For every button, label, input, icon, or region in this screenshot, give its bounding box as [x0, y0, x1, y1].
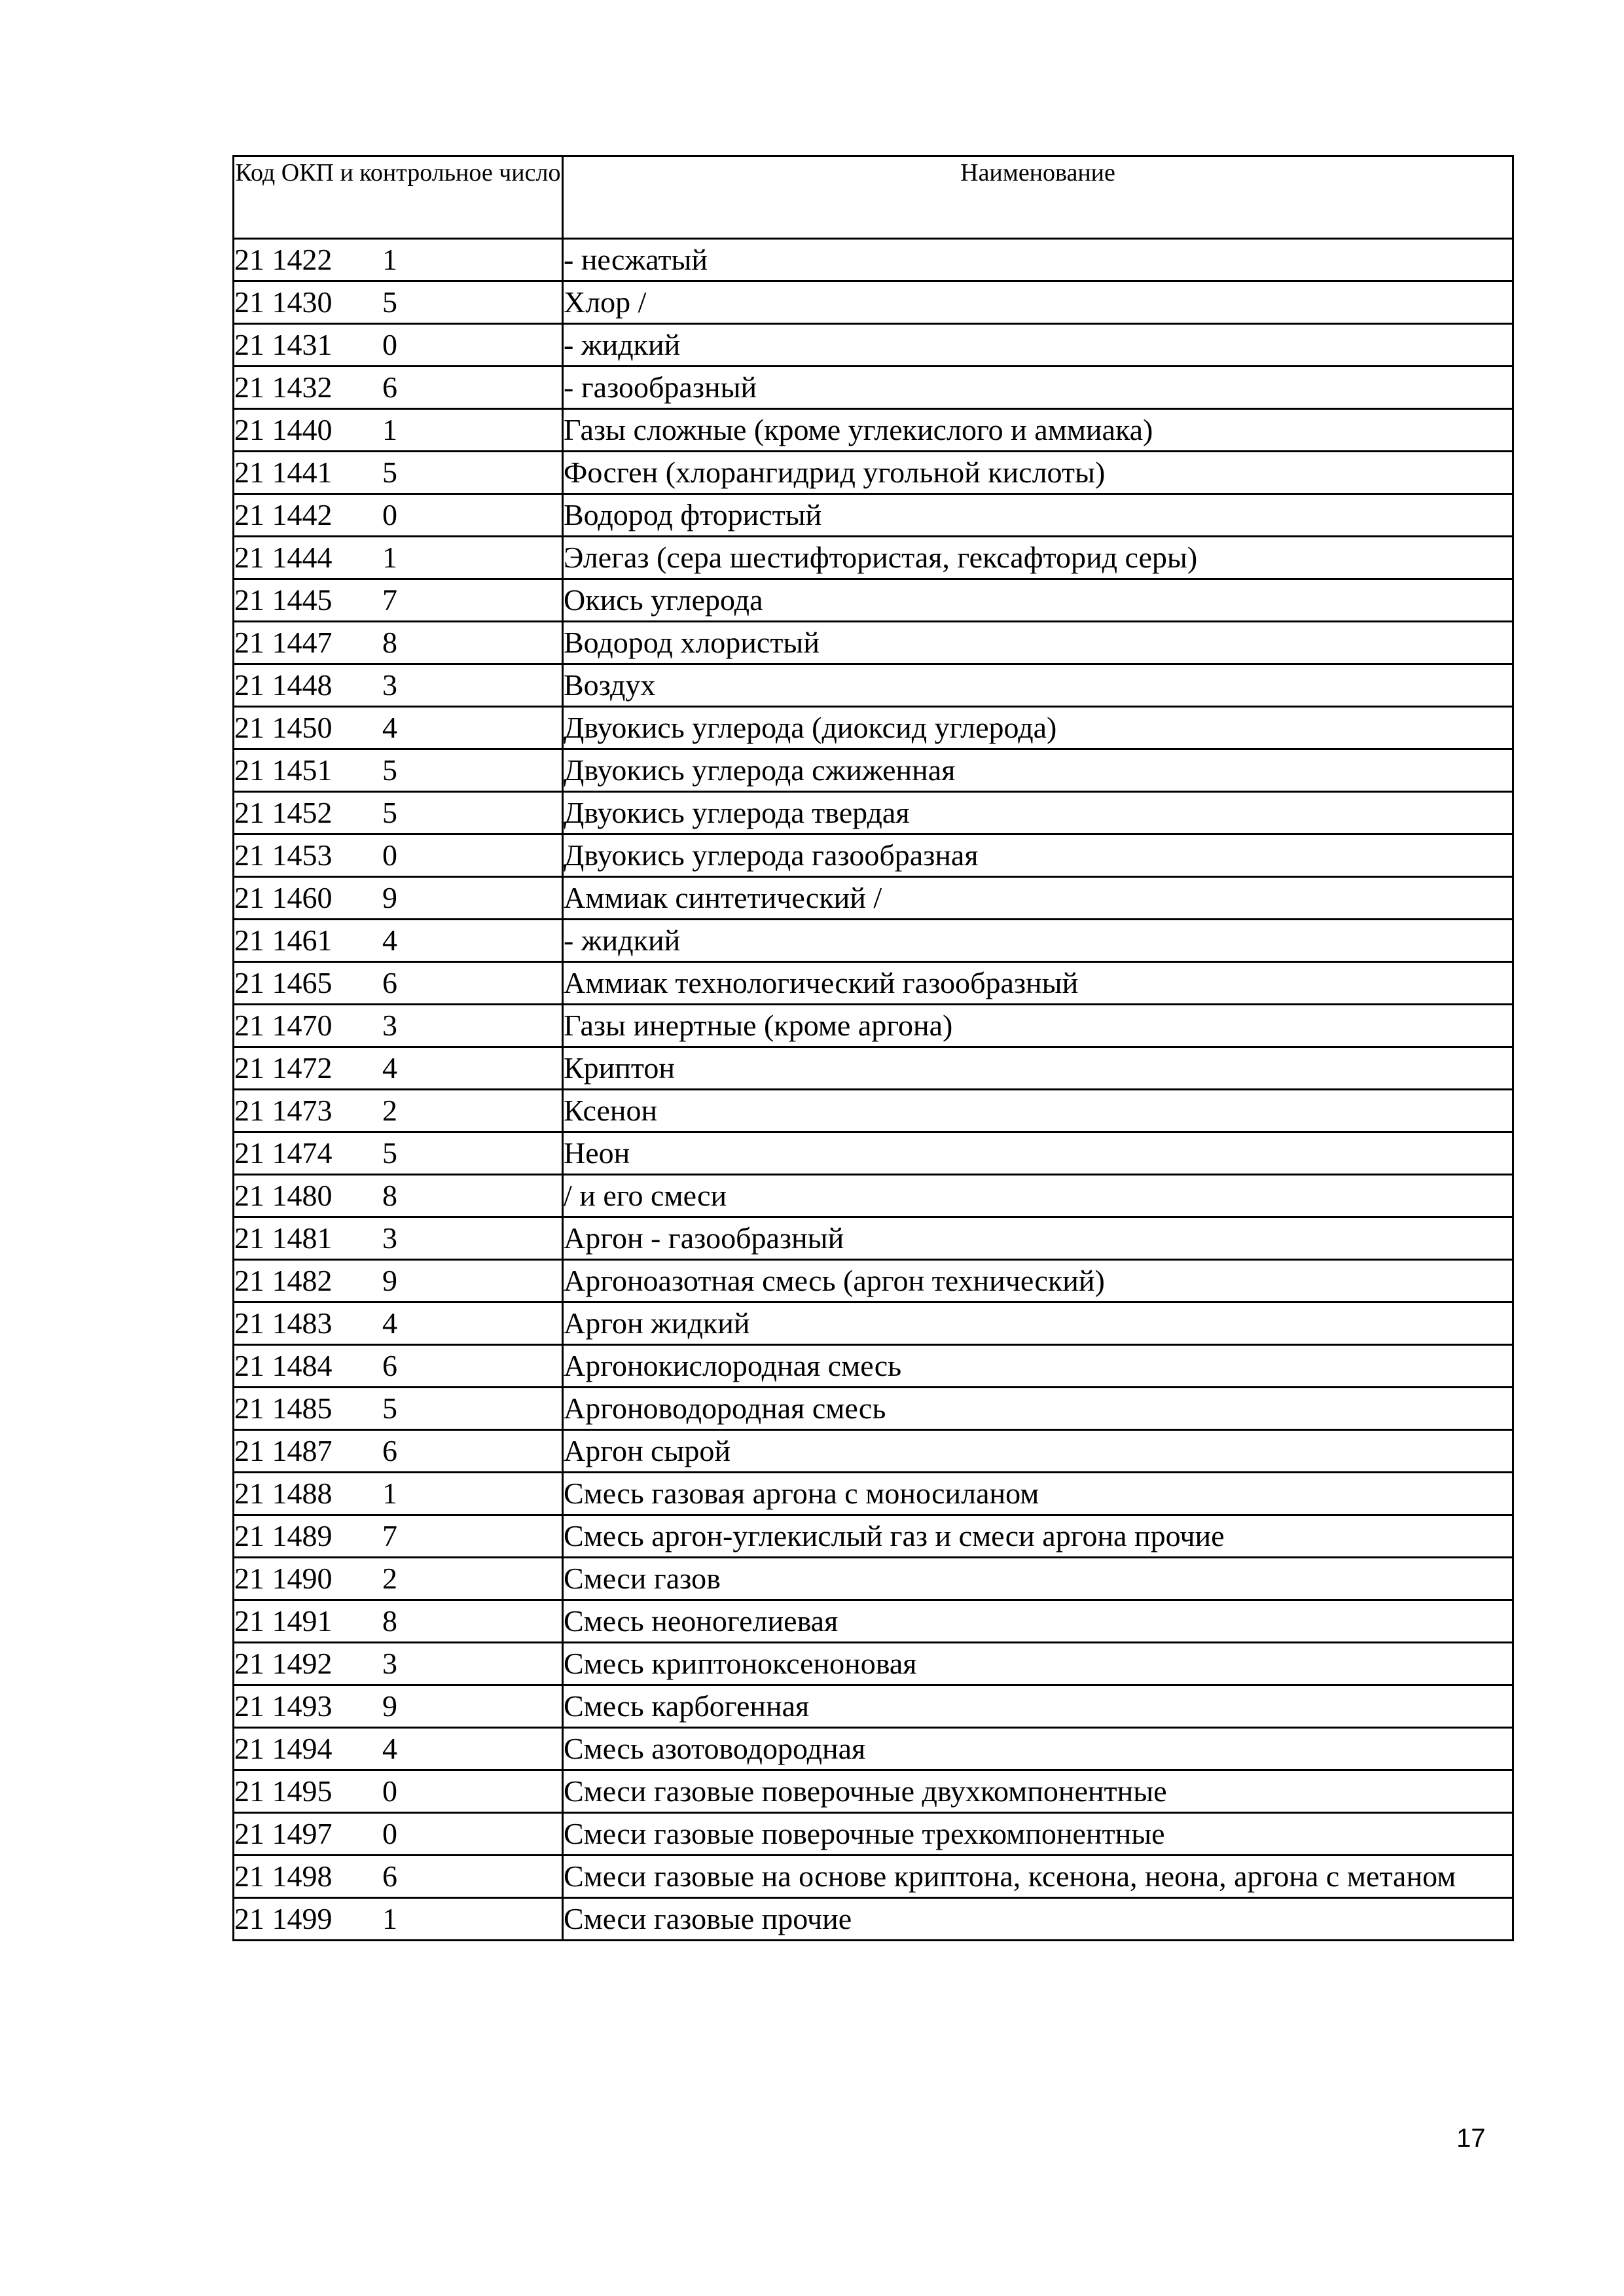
okp-code: 21 1465 [234, 966, 333, 999]
table-row [234, 1260, 1513, 1302]
check-number: 8 [382, 1604, 397, 1638]
okp-code-cell [234, 1898, 563, 1941]
okp-code: 21 1483 [234, 1306, 333, 1340]
item-name-cell: Аргон - газообразный [563, 1217, 1513, 1260]
okp-code: 21 1481 [234, 1221, 333, 1255]
check-number: 2 [382, 1094, 397, 1127]
item-name-cell: - несжатый [563, 239, 1513, 281]
table-body [234, 239, 1513, 1941]
okp-code-cell [234, 1005, 563, 1047]
check-number: 0 [382, 838, 397, 872]
check-number: 0 [382, 1817, 397, 1850]
item-name-cell: Смесь азотоводородная [563, 1728, 1513, 1770]
table-row [234, 962, 1513, 1005]
table-row [234, 920, 1513, 962]
check-number: 5 [382, 285, 397, 319]
okp-code: 21 1499 [234, 1902, 333, 1935]
okp-code-cell [234, 1132, 563, 1175]
okp-code-cell [234, 1473, 563, 1515]
okp-code-cell [234, 1217, 563, 1260]
item-name-cell: Окись углерода [563, 579, 1513, 622]
item-name-cell: Аргон сырой [563, 1430, 1513, 1473]
okp-code: 21 1448 [234, 668, 333, 702]
table-row [234, 579, 1513, 622]
okp-code-cell [234, 707, 563, 749]
check-number: 3 [382, 1009, 397, 1042]
okp-code: 21 1460 [234, 881, 333, 914]
check-number: 3 [382, 1221, 397, 1255]
item-name-cell: Аргоноазотная смесь (аргон технический) [563, 1260, 1513, 1302]
okp-code-cell [234, 1728, 563, 1770]
okp-code: 21 1474 [234, 1136, 333, 1170]
table-row [234, 1175, 1513, 1217]
okp-code: 21 1484 [234, 1349, 333, 1382]
item-name-cell: Ксенон [563, 1090, 1513, 1132]
okp-code-cell [234, 367, 563, 409]
item-name-cell: Двуокись углерода газообразная [563, 834, 1513, 877]
table-row [234, 239, 1513, 281]
table-row [234, 324, 1513, 367]
item-name-cell: Хлор / [563, 281, 1513, 324]
item-name-cell: Водород хлористый [563, 622, 1513, 664]
table-row [234, 1473, 1513, 1515]
table-row [234, 409, 1513, 452]
check-number: 4 [382, 711, 397, 744]
okp-code-cell [234, 1047, 563, 1090]
okp-code-cell [234, 1175, 563, 1217]
item-name-cell: Смесь криптоноксеноновая [563, 1643, 1513, 1685]
okp-code-cell [234, 749, 563, 792]
okp-code: 21 1480 [234, 1179, 333, 1212]
table-row [234, 1643, 1513, 1685]
check-number: 1 [382, 413, 397, 446]
table-row [234, 537, 1513, 579]
table-row [234, 834, 1513, 877]
okp-code-cell [234, 1090, 563, 1132]
table-row [234, 1728, 1513, 1770]
table-row [234, 452, 1513, 494]
item-name-cell: Смесь неоногелиевая [563, 1600, 1513, 1643]
okp-code: 21 1453 [234, 838, 333, 872]
item-name-cell: Газы сложные (кроме углекислого и аммиака) [563, 409, 1513, 452]
table-header-row [234, 156, 1513, 239]
check-number: 1 [382, 541, 397, 574]
okp-code-cell [234, 1685, 563, 1728]
okp-code-cell [234, 1770, 563, 1813]
check-number: 9 [382, 881, 397, 914]
okp-code-cell [234, 579, 563, 622]
table-row [234, 1217, 1513, 1260]
table-row [234, 1600, 1513, 1643]
okp-code: 21 1432 [234, 370, 333, 404]
item-name-cell: Аргоноводородная смесь [563, 1388, 1513, 1430]
check-number: 7 [382, 583, 397, 617]
check-number: 2 [382, 1562, 397, 1595]
table-row [234, 1515, 1513, 1558]
item-name-cell: Аргонокислородная смесь [563, 1345, 1513, 1388]
okp-code-cell [234, 1345, 563, 1388]
check-number: 0 [382, 328, 397, 361]
check-number: 7 [382, 1519, 397, 1552]
check-number: 3 [382, 668, 397, 702]
check-number: 4 [382, 1051, 397, 1085]
okp-code: 21 1447 [234, 626, 333, 659]
item-name-cell: Неон [563, 1132, 1513, 1175]
check-number: 3 [382, 1647, 397, 1680]
table-row [234, 1345, 1513, 1388]
item-name-cell: - газообразный [563, 367, 1513, 409]
okp-code-cell [234, 239, 563, 281]
check-number: 8 [382, 626, 397, 659]
okp-code: 21 1440 [234, 413, 333, 446]
table-row [234, 1856, 1513, 1898]
okp-code-cell [234, 1600, 563, 1643]
check-number: 5 [382, 796, 397, 829]
okp-code-cell [234, 1643, 563, 1685]
item-name-cell: Смеси газовые на основе криптона, ксенона, неона, аргона с метаном [563, 1856, 1513, 1898]
table-row [234, 707, 1513, 749]
okp-code-cell [234, 1260, 563, 1302]
okp-code: 21 1422 [234, 243, 333, 276]
check-number: 5 [382, 1136, 397, 1170]
item-name-cell: Двуокись углерода твердая [563, 792, 1513, 834]
okp-code: 21 1451 [234, 753, 333, 787]
okp-code-cell [234, 877, 563, 920]
item-name-cell: Криптон [563, 1047, 1513, 1090]
item-name-cell: Смеси газовые поверочные трехкомпонентные [563, 1813, 1513, 1856]
check-number: 5 [382, 456, 397, 489]
item-name-cell: Газы инертные (кроме аргона) [563, 1005, 1513, 1047]
okp-code-cell [234, 1515, 563, 1558]
table-row [234, 281, 1513, 324]
table-row [234, 1813, 1513, 1856]
check-number: 6 [382, 1859, 397, 1893]
check-number: 5 [382, 753, 397, 787]
okp-code-cell [234, 1430, 563, 1473]
check-number: 6 [382, 1434, 397, 1467]
name-column-header: Наименование [563, 156, 1513, 239]
okp-code: 21 1489 [234, 1519, 333, 1552]
okp-code: 21 1450 [234, 711, 333, 744]
check-number: 4 [382, 924, 397, 957]
okp-code-cell [234, 324, 563, 367]
okp-code: 21 1497 [234, 1817, 333, 1850]
table-row [234, 1685, 1513, 1728]
check-number: 4 [382, 1732, 397, 1765]
okp-code: 21 1485 [234, 1391, 333, 1425]
okp-code: 21 1441 [234, 456, 333, 489]
okp-code: 21 1494 [234, 1732, 333, 1765]
table-row [234, 749, 1513, 792]
okp-code-cell [234, 1302, 563, 1345]
check-number: 6 [382, 1349, 397, 1382]
okp-code: 21 1495 [234, 1774, 333, 1808]
item-name-cell: Аммиак технологический газообразный [563, 962, 1513, 1005]
check-number: 1 [382, 243, 397, 276]
check-number: 0 [382, 498, 397, 531]
okp-code: 21 1430 [234, 285, 333, 319]
check-number: 6 [382, 966, 397, 999]
okp-code: 21 1498 [234, 1859, 333, 1893]
item-name-cell: Смесь аргон-углекислый газ и смеси аргона прочие [563, 1515, 1513, 1558]
item-name-cell: Водород фтористый [563, 494, 1513, 537]
check-number: 1 [382, 1477, 397, 1510]
table-row [234, 1388, 1513, 1430]
item-name-cell: Смесь карбогенная [563, 1685, 1513, 1728]
item-name-cell: Смеси газовые прочие [563, 1898, 1513, 1941]
okp-code: 21 1442 [234, 498, 333, 531]
okp-code-cell [234, 452, 563, 494]
check-number: 6 [382, 370, 397, 404]
okp-code: 21 1472 [234, 1051, 333, 1085]
okp-code: 21 1431 [234, 328, 333, 361]
okp-code: 21 1492 [234, 1647, 333, 1680]
okp-code: 21 1461 [234, 924, 333, 957]
table-row [234, 1005, 1513, 1047]
table-row [234, 1558, 1513, 1600]
check-number: 9 [382, 1689, 397, 1723]
table-row [234, 494, 1513, 537]
table-row [234, 1047, 1513, 1090]
item-name-cell: Аммиак синтетический / [563, 877, 1513, 920]
okp-code-cell [234, 409, 563, 452]
okp-code: 21 1490 [234, 1562, 333, 1595]
item-name-cell: Фосген (хлорангидрид угольной кислоты) [563, 452, 1513, 494]
item-name-cell: - жидкий [563, 324, 1513, 367]
table-row [234, 1898, 1513, 1941]
table-row [234, 622, 1513, 664]
table-row [234, 1302, 1513, 1345]
table-row [234, 1090, 1513, 1132]
okp-code-cell [234, 1388, 563, 1430]
okp-code: 21 1493 [234, 1689, 333, 1723]
check-number: 5 [382, 1391, 397, 1425]
check-number: 9 [382, 1264, 397, 1297]
table-row [234, 1770, 1513, 1813]
okp-code: 21 1487 [234, 1434, 333, 1467]
okp-code: 21 1452 [234, 796, 333, 829]
okp-code: 21 1445 [234, 583, 333, 617]
item-name-cell: Смеси газов [563, 1558, 1513, 1600]
check-number: 8 [382, 1179, 397, 1212]
item-name-cell: Двуокись углерода (диоксид углерода) [563, 707, 1513, 749]
okp-code-cell [234, 664, 563, 707]
okp-code-cell [234, 537, 563, 579]
okp-code-cell [234, 281, 563, 324]
item-name-cell: Смеси газовые поверочные двухкомпонентные [563, 1770, 1513, 1813]
okp-code-cell [234, 1856, 563, 1898]
item-name-cell: - жидкий [563, 920, 1513, 962]
okp-code-table [232, 155, 1514, 1941]
okp-code: 21 1473 [234, 1094, 333, 1127]
table-row [234, 664, 1513, 707]
okp-code-cell [234, 792, 563, 834]
item-name-cell: Смесь газовая аргона с моносиланом [563, 1473, 1513, 1515]
item-name-cell: Двуокись углерода сжиженная [563, 749, 1513, 792]
okp-code-cell [234, 834, 563, 877]
item-name-cell: Воздух [563, 664, 1513, 707]
okp-code-cell [234, 622, 563, 664]
table-row [234, 1430, 1513, 1473]
item-name-cell: Аргон жидкий [563, 1302, 1513, 1345]
page-number: 17 [1456, 2124, 1486, 2153]
code-column-header: Код ОКП и контрольное число [234, 156, 563, 239]
okp-code: 21 1488 [234, 1477, 333, 1510]
okp-code-cell [234, 920, 563, 962]
item-name-cell: Элегаз (сера шестифтористая, гексафторид серы) [563, 537, 1513, 579]
okp-code: 21 1482 [234, 1264, 333, 1297]
check-number: 1 [382, 1902, 397, 1935]
table-row [234, 367, 1513, 409]
check-number: 4 [382, 1306, 397, 1340]
okp-code-cell [234, 1813, 563, 1856]
okp-code: 21 1470 [234, 1009, 333, 1042]
check-number: 0 [382, 1774, 397, 1808]
table-row [234, 792, 1513, 834]
item-name-cell: / и его смеси [563, 1175, 1513, 1217]
okp-code: 21 1444 [234, 541, 333, 574]
okp-code-cell [234, 494, 563, 537]
okp-code: 21 1491 [234, 1604, 333, 1638]
okp-code-cell [234, 1558, 563, 1600]
table-row [234, 877, 1513, 920]
okp-code-cell [234, 962, 563, 1005]
table-row [234, 1132, 1513, 1175]
